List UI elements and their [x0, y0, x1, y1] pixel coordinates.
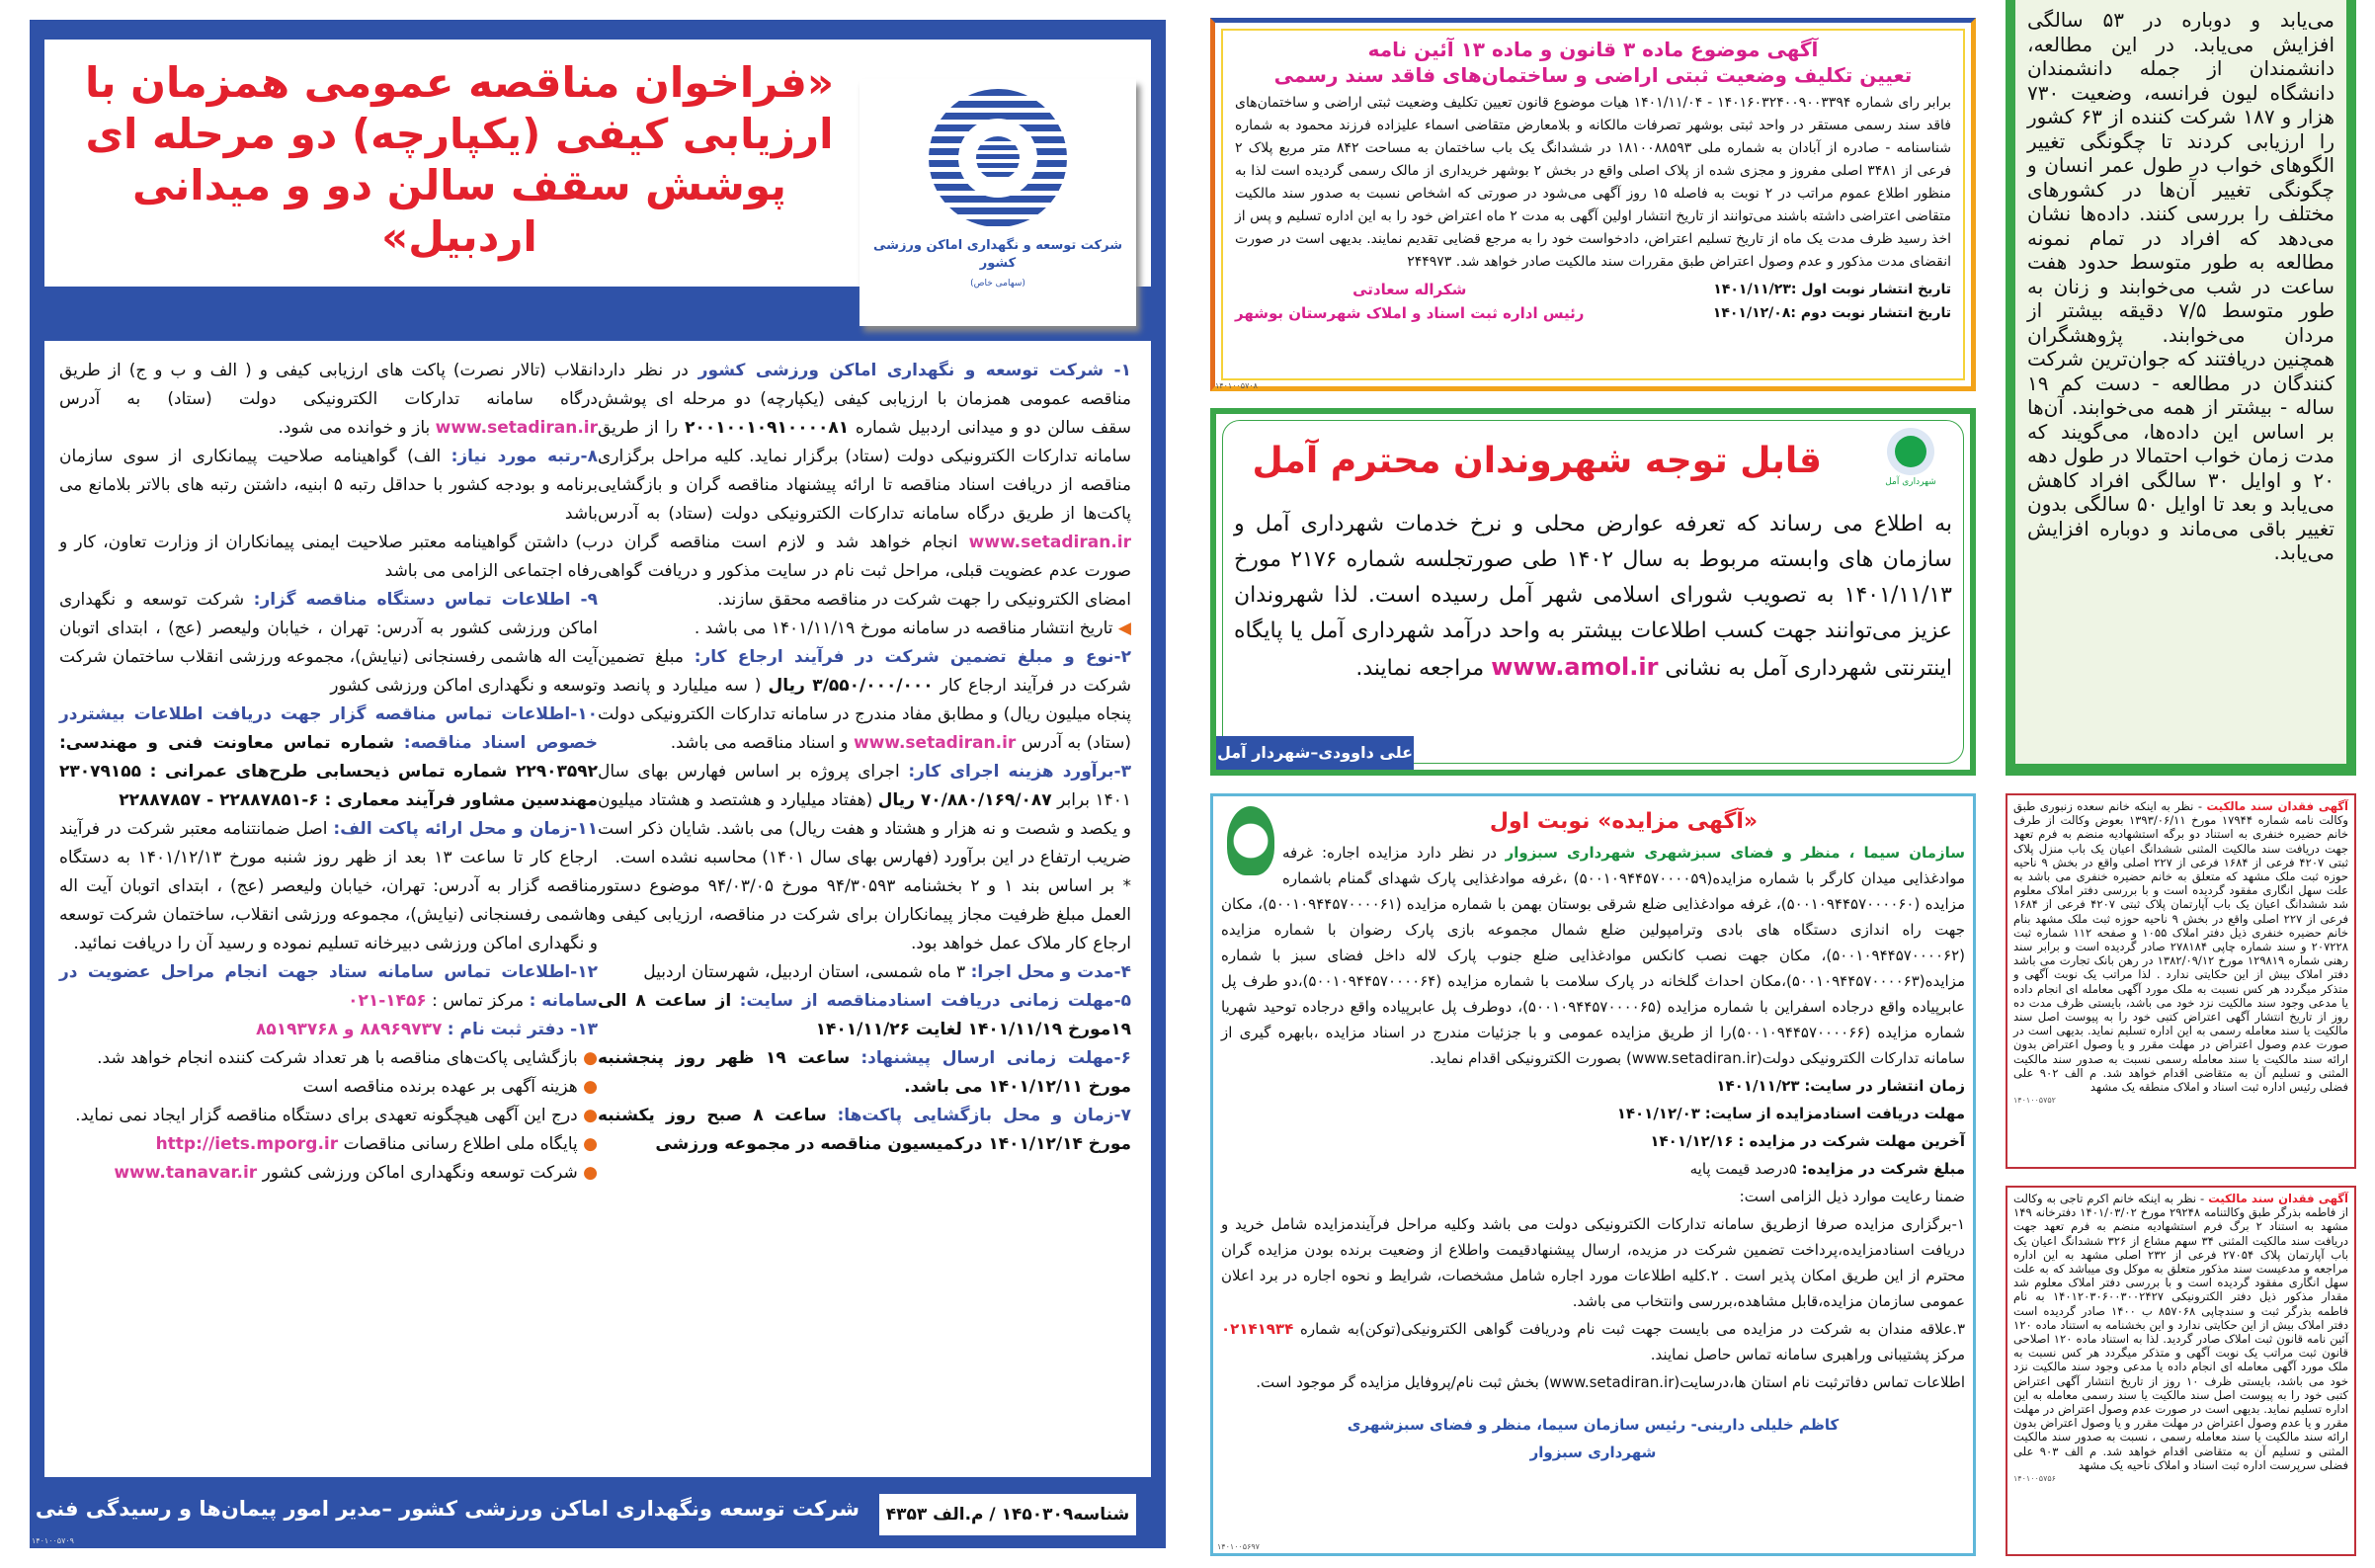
notice-title: «آگهی مزایده» نوبت اول [1489, 809, 1759, 834]
value: ۵درصد قیمت پایه [1689, 1160, 1797, 1178]
bullet-text: بازگشایی پاکت‌های مناقصه با هر تعداد شرکت کننده انجام خواهد شد. [97, 1048, 578, 1068]
participation-fee [1221, 1156, 1965, 1182]
tender-title: «فراخوان مناقصه عمومی همزمان با ارزیابی کیفی (یکپارچه) دو مرحله ای پوشش سقف سالن دو و میدانی اردبیل» [84, 58, 834, 261]
section-9 [59, 586, 598, 701]
body-text: به اطلاع می رساند که تعرفه عوارض محلی و نرخ خدمات شهرداری آمل و سازمان های وابسته مربوط به سال ۱۴۰۲ طی صورتجلسه شماره ۲۱۷۶ مورخ ۱۴۰۱/۱۱/۱۳ به تصویب شورای اسلامی شهر آمل رسیده است. لذا شهروندان عزیز می‌توانند جهت کسب اطلاعات بیشتر به واحد درآمد شهرداری آمل یا پایگاه اینترنتی شهرداری آمل به نشانی [1234, 512, 1952, 681]
section-text: در نظر دارد مناقصه عمومی همزمان با ارزیابی کیفی (یکپارچه) دو مرحله ای پوشش سقف سالن دو و میدانی اردبیل شماره [598, 361, 1132, 438]
label: آخرین مهلت شرکت در مزایده : [1738, 1132, 1965, 1150]
bullet-icon: ● [583, 1134, 598, 1154]
section-heading: ۴-مدت و محل اجرا: [970, 962, 1131, 982]
section-text: مبلغ تضمین شرکت در فرآیند ارجاع کار [598, 647, 1131, 696]
section-text: شماره تماس معاونت فنی و مهندسی: ۲۲۹۰۳۵۹۲ شماره تماس ذیحسابی طرح‌های عمرانی : ۲۳۰۷۹۱۵۵ مهندسین مشاور فرآیند معماری : ۶-۲۲۸۸۷۸۵۱ - ۲۲۸۸۷۸۵۷ [59, 733, 598, 810]
section-heading: ۶-مهلت زمانی ارسال پیشنهاد: [860, 1048, 1131, 1068]
section-7 [598, 1102, 1131, 1159]
setadiran-link[interactable]: www.setadiran.ir [853, 733, 1017, 753]
section-11 [59, 815, 598, 958]
section-10 [59, 701, 598, 815]
notice-body: - نظر به اینکه خانم سعده زنبوری طبق وکالت نامه شماره ۱۷۹۴۴ مورخ ۱۳۹۳/۰۶/۱۱ بعوض وکالت از طرف خانم حضیره خنفری به استناد دو برگه استشهادیه منضم به فرم تعهد جهت دریافت سند مالکیت المثنی ششدانگ اعیان یک باب منزل پلاک ثبتی ۴۲۰۷ فرعی از ۱۶۸۴ فرعی از ۲۲۷ اصلی واقع در بخش ۹ ناحیه حوزه ثبت ملک مشهد که متعلق به خانم حضیره خنفری می باشد به علت سهل انگاری مفقود گردیده است و با بررسی دفتر املاک معلوم شد ششدانگ اعیان یک باب آپارتمان پلاک ثبتی ۴۲۰۷ فرعی از ۱۶۸۴ فرعی از ۲۲۷ اصلی واقع در بخش ۹ ناحیه حوزه ثبت ملک مشهد بنام خانم حضیره خنفری ذیل دفتر املاک ۱۰۵۵ و صفحه ۱۱۲ شماره ثبت ۲۰۷۲۲۸ و سند شماره چاپی ۲۷۸۱۸۴ صادر گردیده است و برابر سند رهنی شماره ۱۲۹۸۱۹ مورخ ۱۳۸۲/۰۹/۱۲ در رهن بانک تجارت می باشد دفتر املاک بیش از این حکایتی ندارد . لذا مراتب یک نوبت آگهی و متذکر میگردد هر کس نسبت به ملک مورد آگهی معامله ای انجام داده یا مدعی وجود سند مالکیت نزد خود می باشد، بایستی ظرف مدت ده روز از تاریخ انتشار آگهی اعتراض کتبی خود را به پیوست اصل سند مالکیت یا سند معامله رسمی به این اداره تسلیم نماید. بدیهی است در صورت عدم وصول اعتراض در مهلت مقرر و یا وصول اعتراض بدون ارائه سند مالکیت یا سند معامله رسمی نسبت به صدور سند مالکیت المثنی و تسلیم آن به متقاضی اقدام خواهد شد. م الف ۹۰۲ علی فضلی رئیس اداره ثبت اسناد و املاک منطقه یک مشهد [2013, 799, 2348, 1095]
section-heading: ۷-زمان و محل بازگشایی پاکت‌ها: [837, 1106, 1131, 1125]
publish-date-text: تاریخ انتشار مناقصه در سامانه مورخ ۱۴۰۱/۱۱/۱۹ می باشد . [694, 619, 1113, 638]
body-text: در نظر دارد مزایده اجاره: غرفه موادغذایی میدان کارگر با شماره مزایده(۵۰۰۱۰۹۴۴۵۷۰۰۰۰۵۹) ،غرفه موادغذایی پارک شهدای گمنام باشماره مزایده (۵۰۰۱۰۹۴۴۵۷۰۰۰۰۶۰)، غرفه موادغذایی ضلع شرقی بوستان بهمن با شماره مزایده (۵۰۰۱۰۹۴۴۵۷۰۰۰۰۶۱)، مکان جهت راه اندازی دستگاه های بادی وترامپولین ضلع شمال مجموعه بازی پارک رضوان با شماره مزایده (۵۰۰۱۰۹۴۴۵۷۰۰۰۰۶۲)، مکان جهت نصب کانکس موادغذایی ضلع جنوب پارک لاله داخل فضای سبز با شماره مزایده(۵۰۰۱۰۹۴۴۵۷۰۰۰۰۶۳)،مکان احداث گلخانه در پارک سلامت با شماره مزایده (۵۰۰۱۰۹۴۴۵۷۰۰۰۰۶۴)،دو طرف پل عابرپیاده واقع درجاده اسفراین با شماره مزایده (۵۰۰۱۰۹۴۴۵۷۰۰۰۰۶۵)، دوطرف پل عابرپیاده واقع درجاده توحید شهریا شماره مزایده (۵۰۰۱۰۹۴۴۵۷۰۰۰۰۶۶)را از طریق مزایده عمومی و با جزئیات مندرج در اسناد مزایده ،بابهره گیری از سامانه تدارکات الکترونیکی دولت(www.setadiran.ir) بصورت الکترونیکی اقدام نماید. [1221, 844, 1966, 1067]
signer: کاظم خلیلی دارینی- رئیس سازمان سیما، منظر و فضای سبزشهری [1347, 1416, 1840, 1434]
bullet-item [59, 1044, 598, 1073]
publish-dates [1713, 278, 1951, 325]
section-heading: ۸-رتبه مورد نیاز: [450, 447, 598, 466]
guarantee-amount: ۳/۵۵۰/۰۰۰/۰۰۰ ریال [768, 676, 934, 696]
notice-footer [1235, 278, 1951, 325]
rule-1: ۱-برگزاری مزایده صرفا ازطریق سامانه تدارکات الکترونیکی دولت می باشد وکلیه مراحل فرآیندمزایده شامل خرید و دریافت اسنادمزایده،پرداخت تضمین شرکت در مزیده، ارسال پیشنهادقیمت واطلاع از وضعیت برنده بودن مزایده گران محترم از این طریق امکان پذیر است . ۲.کلیه اطلاعات مورد اجاره شامل مشخصات، شرایط و نحوه اجاره در برد اعلان عمومی سازمان مزایده،قابل مشاهده،بررسی وانتخاب می باشد. [1221, 1215, 1965, 1310]
notice-body [1221, 840, 1965, 1071]
bullet-icon: ● [583, 1077, 598, 1097]
value: ۱۴۰۱/۱۲/۱۶ [1650, 1132, 1734, 1150]
section-text: ساعت ۸ صبح روز یکشنبه مورخ ۱۴۰۱/۱۲/۱۴ درکمیسیون مناقصه در مجموعه ورزشی [598, 1106, 1131, 1154]
bullet-icon: ● [583, 1048, 598, 1068]
section-text: ساعت ۱۹ ظهر روز پنجشنبه مورخ ۱۴۰۱/۱۲/۱۱ می باشد. [598, 1048, 1131, 1097]
bullet-text: پایگاه ملی اطلاع رسانی مناقصات [343, 1134, 578, 1154]
amol-municipality-notice [1210, 408, 1976, 776]
bullet-item [59, 1102, 598, 1130]
notice-body [1234, 507, 1952, 687]
notice-heading: آگهی فقدان سند مالکیت [2208, 1192, 2348, 1205]
section-text: مرکز تماس : [432, 991, 525, 1011]
section-5 [598, 987, 1131, 1044]
article-text: می‌یابد و دوباره در ۵۳ سالگی افزایش می‌یابد. در این مطالعه، دانشمندان از جمله دانشمندان دانشگاه لیون فرانسه، وضعیت ۷۳۰ هزار و ۱۸۷ شرکت کننده از ۶۳ کشور را ارزیابی کردند تا چگونگی تغییر الگوهای خواب در طول عمر انسان و چگونگی تغییر آن‌ها در کشورهای مختلف را بررسی کنند. داده‌ها نشان می‌دهد که افراد در تمام نمونه مطالعه به طور متوسط حدود هفت ساعت در شب می‌خوابند و زنان به طور متوسط ۷/۵ دقیقه بیشتر از مردان می‌خوابند. پژوهشگران همچنین دریافتند که جوان‌ترین شرکت کنندگان در مطالعه - دست کم ۱۹ ساله - بیشتر از همه می‌خوابند. آن‌ها بر اساس این داده‌ها، می‌گویند که مدت زمان خواب احتمالا در طول دهه ۲۰ و اوایل ۳۰ سالگی افراد کاهش می‌یابد و بعد تا اوایل ۵۰ سالگی بدون تغییر باقی می‌ماند و دوباره افزایش می‌یابد. [2015, 0, 2346, 764]
section-8b: ب) داشتن گواهینامه معتبر صلاحیت ایمنی پیمانکاران از وزارت تعاون، کار و رفاه اجتماعی الزامی می باشد [59, 533, 598, 581]
section-2 [598, 643, 1131, 758]
ad-code: ۱۴۰۱۰۰۵۷۰۸ [1215, 381, 1258, 390]
label: مبلغ شرکت در مزایده: [1801, 1160, 1965, 1178]
bullet-text: شرکت توسعه ونگهداری اماکن ورزشی کشور [262, 1163, 578, 1183]
section-3-note: * بر اساس بند ۱ و ۲ بخشنامه ۹۴/۳۰۵۹۳ مورخ ۹۴/۰۳/۰۵ موضوع دستور العمل مبلغ ظرفیت مجاز پیمانکاران برای شرکت در مناقصه، ارزیابی کیفی و ارجاع کار ملاک عمل خواهد بود. [598, 876, 1131, 953]
ad-code: ۱۴۰۱۰۰۵۷۵۶ [2013, 1474, 2056, 1484]
label: مهلت دریافت اسنادمزایده از سایت: [1704, 1105, 1965, 1122]
tender-body [44, 341, 1151, 1477]
section-text: را از طریق سامانه تدارکات الکترونیکی دولت (ستاد) برگزار نماید. کلیه مراحل برگزاری مناقصه از دریافت اسناد مناقصه تا ارائه پیشنهاد مناقصه گران و بازگشایی پاکت‌ها از طریق درگاه سامانه تدارکات الکترونیکی دولت (ستاد) به آدرس [598, 418, 1131, 524]
first-publish-date: تاریخ انتشار نوبت اول :۱۴۰۱/۱۱/۲۳ [1713, 282, 1951, 297]
amol-link[interactable]: www.amol.ir [1491, 653, 1659, 681]
ad-code: ۱۴۰۱۰۰۵۷۰۹ [32, 1536, 74, 1545]
section-text: اصل ضمانتنامه معتبر شرکت در فرآیند ارجاع کار تا ساعت ۱۳ بعد از ظهر روز شنبه مورخ ۱۴۰۱/۱۲/۱۳ به دستگاه مناقصه گزار به آدرس: تهران، خیابان ولیعصر (عج) ، ابتدای اتوبان آیت اله هاشمی رفسنجانی (نیایش)، مجموعه ورزشی انقلاب، ساختمان شرکت توسعه و نگهداری اماکن ورزشی دبیرخانه تسلیم نموده و رسید آن را دریافت نمائید. [59, 819, 598, 953]
publish-date [1221, 1073, 1965, 1099]
bullet-text: درج این آگهی هیچگونه تعهدی برای دستگاه مناقصه گزار ایجاد نمی نماید. [75, 1106, 578, 1125]
contact-info: اطلاعات تماس دفاترثبت نام استان ها،درسایت(www.setadiran.ir) بخش ثبت نام/پروفایل مزایده گر موجود است. [1256, 1373, 1965, 1391]
section-4 [598, 958, 1131, 987]
tender-advertisement [30, 20, 1166, 1548]
value: ۱۴۰۱/۱۲/۰۳ [1616, 1105, 1700, 1122]
section-6 [598, 1044, 1131, 1102]
rule-text: مرکز پشتیبانی وراهبری سامانه تماس حاصل نمایند. [1650, 1346, 1965, 1363]
ad-code: ۱۴۰۱۰۰۵۷۵۲ [2013, 1096, 2056, 1106]
lost-deed-notice-2 [2006, 1186, 2356, 1556]
support-phone: ۰۲۱۴۱۹۳۴ [1221, 1320, 1294, 1338]
signer-org: شهرداری سبزوار [1529, 1444, 1657, 1461]
tender-column-right [598, 357, 1131, 1159]
header-band [44, 287, 864, 336]
body-text: مراجعه نمایند. [1355, 656, 1485, 681]
tanavar-link[interactable]: www.tanavar.ir [114, 1163, 258, 1183]
section-heading: ۳-برآورد هزینه اجرای کار: [908, 762, 1131, 782]
bullet-item [59, 1130, 598, 1159]
section-text: شرکت توسعه و نگهداری اماکن ورزشی کشور به آدرس: تهران ، خیابان ولیعصر (عج) ، ابتدای اتوبان آیت اله هاشمی رفسنجانی (نیایش)، مجموعه ورزشی انقلاب ساختمان شرکت توسعه و نگهداری اماکن ورزشی کشور [59, 590, 598, 696]
participation-deadline [1221, 1128, 1965, 1154]
footer-signature: شرکت توسعه ونگهداری اماکن ورزشی کشور –مدیر امور پیمان‌ها و رسیدگی فنی [35, 1497, 860, 1521]
label: زمان انتشار در سایت: [1804, 1077, 1965, 1095]
sabzevar-auction-notice [1210, 793, 1976, 1556]
section-text: ( سه میلیارد و پانصد و پنجاه میلیون ریال) و مطابق مفاد مندرج در سامانه تدارکات الکترونیکی دولت (ستاد) به آدرس [598, 676, 1131, 753]
notice-title: قابل توجه شهروندان محترم آمل [1252, 441, 1822, 481]
section-text: باز و خوانده می شود. [278, 418, 431, 438]
section-text: (هفتاد میلیارد و هشتصد و هشتاد میلیون و یکصد و شصت و نه هزار و هشتاد و هفت ریال) می باشد. شایان ذکر است ضریب ارتفاع در این برآورد (فهارس بهای سال ۱۴۰۱) محاسبه نشده است. [598, 790, 1131, 867]
call-center-phone: ۰۲۱-۱۴۵۶ [348, 991, 427, 1011]
bullet-text: هزینه آگهی بر عهده برنده مناقصه است [302, 1077, 578, 1097]
section-13 [59, 1016, 598, 1044]
lost-deed-notice-1 [2006, 793, 2356, 1169]
publish-note [598, 615, 1131, 643]
registration-phones: ۸۸۹۶۹۷۳۷ و ۸۵۱۹۳۷۶۸ [255, 1020, 443, 1039]
setadiran-link[interactable]: www.setadiran.ir [435, 418, 598, 438]
sabzevar-green-logo-icon [1227, 806, 1274, 875]
section-1 [598, 357, 1131, 615]
notice-title-1: آگهی موضوع ماده ۳ قانون و ماده ۱۳ آئین نامه [1367, 38, 1819, 61]
amol-logo [1881, 430, 1940, 503]
section-8 [59, 443, 598, 529]
section-text: انقلاب (تالار نصرت) پاکت های ارزیابی کیفی و ( الف و ب و ج) از طریق درگاه سامانه تدارکات الکترونیکی دولت (ستاد) به آدرس [59, 361, 598, 409]
bullet-item [59, 1159, 598, 1188]
section-text: ۳ ماه شمسی، استان اردبیل، شهرستان اردبیل [643, 962, 966, 982]
bullet-icon: ● [583, 1163, 598, 1183]
notice-heading: آگهی فقدان سند مالکیت [2206, 799, 2348, 813]
rule-text: ۳.علاقه مندان به شرکت در مزایده می بایست جهت ثبت نام ودریافت گواهی الکترونیکی(توکن)به شماره [1300, 1320, 1965, 1338]
section-7-continued [59, 357, 598, 443]
docs-deadline [1221, 1101, 1965, 1126]
section-heading: ۲-نوع و مبلغ تضمین شرکت در فرآیند ارجاع کار: [694, 647, 1131, 667]
section-heading: ۹- اطلاعات تماس دستگاه مناقصه گزار: [253, 590, 599, 610]
sleep-study-article [2006, 0, 2356, 776]
signer-name: شکراله سعادتی [1352, 281, 1467, 298]
rules-intro: ضمنا رعایت موارد ذیل الزامی است: [1739, 1188, 1965, 1205]
bushehr-registration-notice [1210, 18, 1976, 391]
ad-code: ۱۴۰۱۰۰۵۶۹۷ [1217, 1542, 1260, 1551]
section-text: اجرای پروژه بر اساس فهارس بهای سال ۱۴۰۱ برابر [598, 762, 1131, 810]
section-heading: ۵-مهلت زمانی دریافت اسنادمناقصه از سایت: [739, 991, 1132, 1011]
bullet-icon: ● [583, 1106, 598, 1125]
mayor-signature: علی داوودی–شهردار آمل [1216, 736, 1414, 770]
notice-title-2: تعیین تکلیف وضعیت ثبتی اراضی و ساختمان‌های فاقد سند رسمی [1273, 63, 1913, 87]
organization-name: سازمان سیما ، منظر و فضای سبزشهری شهرداری سبزوار [1505, 844, 1965, 862]
section-heading: ۱۱-زمان و محل ارائه پاکت الف: [333, 819, 599, 839]
arrow-bullet-icon: ◀ [1117, 619, 1131, 638]
sun-logo-icon [1895, 436, 1926, 467]
company-logo [860, 79, 1136, 326]
value: ۱۴۰۱/۱۱/۲۳ [1716, 1077, 1800, 1095]
notice-body: برابر رای شماره ۱۴۰۱۶۰۳۲۴۰۰۹۰۰۳۳۹۴ - ۱۴۰۱/۱۱/۰۴ هیات موضوع قانون تعیین تکلیف وضعیت ثبتی اراضی و ساختمان‌های فاقد سند رسمی مستقر در واحد ثبتی بوشهر تصرفات مالکانه و بلامعارض متقاضی اسماء علیزاده فرزند محمود به شماره شناسنامه - صادره از آبادان به شماره ملی ۱۸۱۰۰۸۸۵۹۳ در ششدانگ یک باب ساختمان به مساحت ۸۴۲ متر مربع پلاک ۲ فرعی از ۳۴۸۱ اصلی مفروز و مجزی شده از پلاک اصلی واقع در بخش ۲ بوشهر خریداری از مالک رسمی گردیده است لذا به منظور اطلاع عموم مراتب در ۲ نوبت به فاصله ۱۵ روز آگهی می‌شود در صورتی که اشخاص نسبت به صدور سند مالکیت متقاضی اعتراضی داشته باشند می‌توانند از تاریخ انتشار اولین آگهی به مدت ۲ ماه اعتراض خود را به این اداره تسلیم و پس از اخذ رسید ظرف مدت یک ماه از تاریخ تسلیم اعتراض، دادخواست خود را به مرجع قضایی تقدیم نمایند. بدیهی است در صورت انقضای مدت مذکور و عدم وصول اعتراض طبق مقررات سند مالکیت صادر خواهد شد. ۲۴۴۹۷۳ [1235, 95, 1952, 270]
section-heading: ۱۳- دفتر ثبت نام : [447, 1020, 598, 1039]
iets-link[interactable]: http://iets.mporg.ir [155, 1134, 339, 1154]
section-text: انجام خواهد شد و لازم است مناقصه گران در صورت عدم عضویت قبلی، مراحل ثبت نام در سایت مذکور و دریافت گواهی امضای الکترونیکی را جهت شرکت در مناقصه محقق سازند. [598, 533, 1131, 610]
estimate-amount: ۷۰/۸۸۰/۱۶۹/۰۸۷ ریال [877, 790, 1052, 810]
logo-text: شهرداری آمل [1885, 477, 1936, 487]
section-text: الف) گواهینامه صلاحیت پیمانکاری از سوی سازمان برنامه و بودجه کشور با حداقل رتبه ۵ ابنیه، داشتن رتبه های بالاتر بلامانع می باشد [59, 447, 598, 524]
section-heading: ۱- شرکت توسعه و نگهداری اماکن ورزشی کشور [697, 361, 1131, 380]
logo-ring-icon [929, 89, 1067, 227]
logo-company-type: (سهامی خاص) [970, 279, 1025, 289]
section-3 [598, 758, 1131, 872]
section-text: و اسناد مناقصه می باشد. [670, 733, 849, 753]
section-12 [59, 958, 598, 1016]
section-text: از ساعت ۸ الی ۱۹مورخ ۱۴۰۱/۱۱/۱۹ لغایت ۱۴۰۱/۱۱/۲۶ [598, 991, 1131, 1039]
section-heading: ۱۰-اطلاعات تماس مناقصه گزار جهت دریافت اطلاعات بیشتردر خصوص اسناد مناقصه: [59, 704, 598, 753]
logo-company-name: شرکت توسعه و نگهداری اماکن ورزشی کشور [873, 238, 1122, 271]
setadiran-link[interactable]: www.setadiran.ir [968, 533, 1132, 552]
bullet-item [59, 1073, 598, 1102]
footer-id-box: شناسه۱۴۵۰۳۰۹ / م.الف ۴۳۵۳ [879, 1494, 1136, 1535]
notice-signature [1235, 278, 1584, 325]
notice-signature [1221, 1411, 1965, 1466]
rule-3 [1221, 1316, 1965, 1367]
tender-number: ۲۰۰۱۰۰۱۰۹۱۰۰۰۰۸۱ [685, 418, 850, 438]
tender-column-left [59, 357, 598, 1188]
signer-title: رئیس اداره ثبت اسناد و املاک شهرستان بوشهر [1235, 304, 1585, 322]
section-heading: ۱۲-اطلاعات تماس سامانه ستاد جهت انجام مراحل عضویت در سامانه : [59, 962, 598, 1011]
notice-body: - نظر به اینکه خانم اکرم تاجی به وکالت از فاطمه بذرگر طبق وکالتنامه ۲۹۲۴۸ مورخ ۱۴۰۱/۰۳/۰۲ دفترخانه ۱۴۹ مشهد به استناد ۲ برگ فرم استشهادیه منضم به فرم تعهد جهت دریافت سند مالکیت المثنی ۳۴ سهم مشاع از ۳۲۶ ششدانگ اعیان یک باب آپارتمان پلاک ۲۷۰۵۴ فرعی از ۲۳۲ اصلی مشهد به این اداره مراجعه و مدعیست سند مذکور متعلق به موکل وی میباشد که به علت سهل انگاری مفقود گردیده است و با بررسی دفتر املاک معلوم شد مقدار مذکور ذیل دفتر الکترونیکی ۱۴۰۱۲۰۳۰۶۰۰۳۰۰۲۴۲۷ به نام فاطمه بذرگر ثبت و سندچاپی ۸۵۷۰۶۸ ب ۱۴۰۰ صادر گردیده است دفتر املاک بیش از این حکایتی ندارد و این بخشنامه به استناد ماده ۱۲۰ آئین نامه قانون ثبت املاک صادر گردید. لذا به استناد ماده ۱۲۰ اصلاحی قانون ثبت مراتب یک نوبت آگهی و متذکر میگردد هر کس نسبت به ملک مورد آگهی معامله ای انجام داده یا مدعی وجود سند مالکیت نزد خود می باشد، بایستی ظرف ۱۰ روز از تاریخ انتشار آگهی اعتراض کتبی خود را به پیوست اصل سند مالکیت یا سند رسمی معامله به این اداره تسلیم نماید. بدیهی است در صورت عدم وصول اعتراض در مهلت مقرر و یا عدم وصول اعتراض در مهلت مقرر و یا وصول اعتراض بدون ارائه سند مالکیت یا سند معامله رسمی ، نسبت به صدور سند مالکیت المثنی و تسلیم آن به متقاضی اقدام خواهد شد. م الف ۹۰۳ علی فضلی سرپرست اداره ثبت اسناد و املاک ناحیه یک مشهد [2013, 1192, 2349, 1472]
logo-names [865, 237, 1130, 290]
second-publish-date: تاریخ انتشار نوبت دوم :۱۴۰۱/۱۲/۰۸ [1712, 305, 1951, 321]
